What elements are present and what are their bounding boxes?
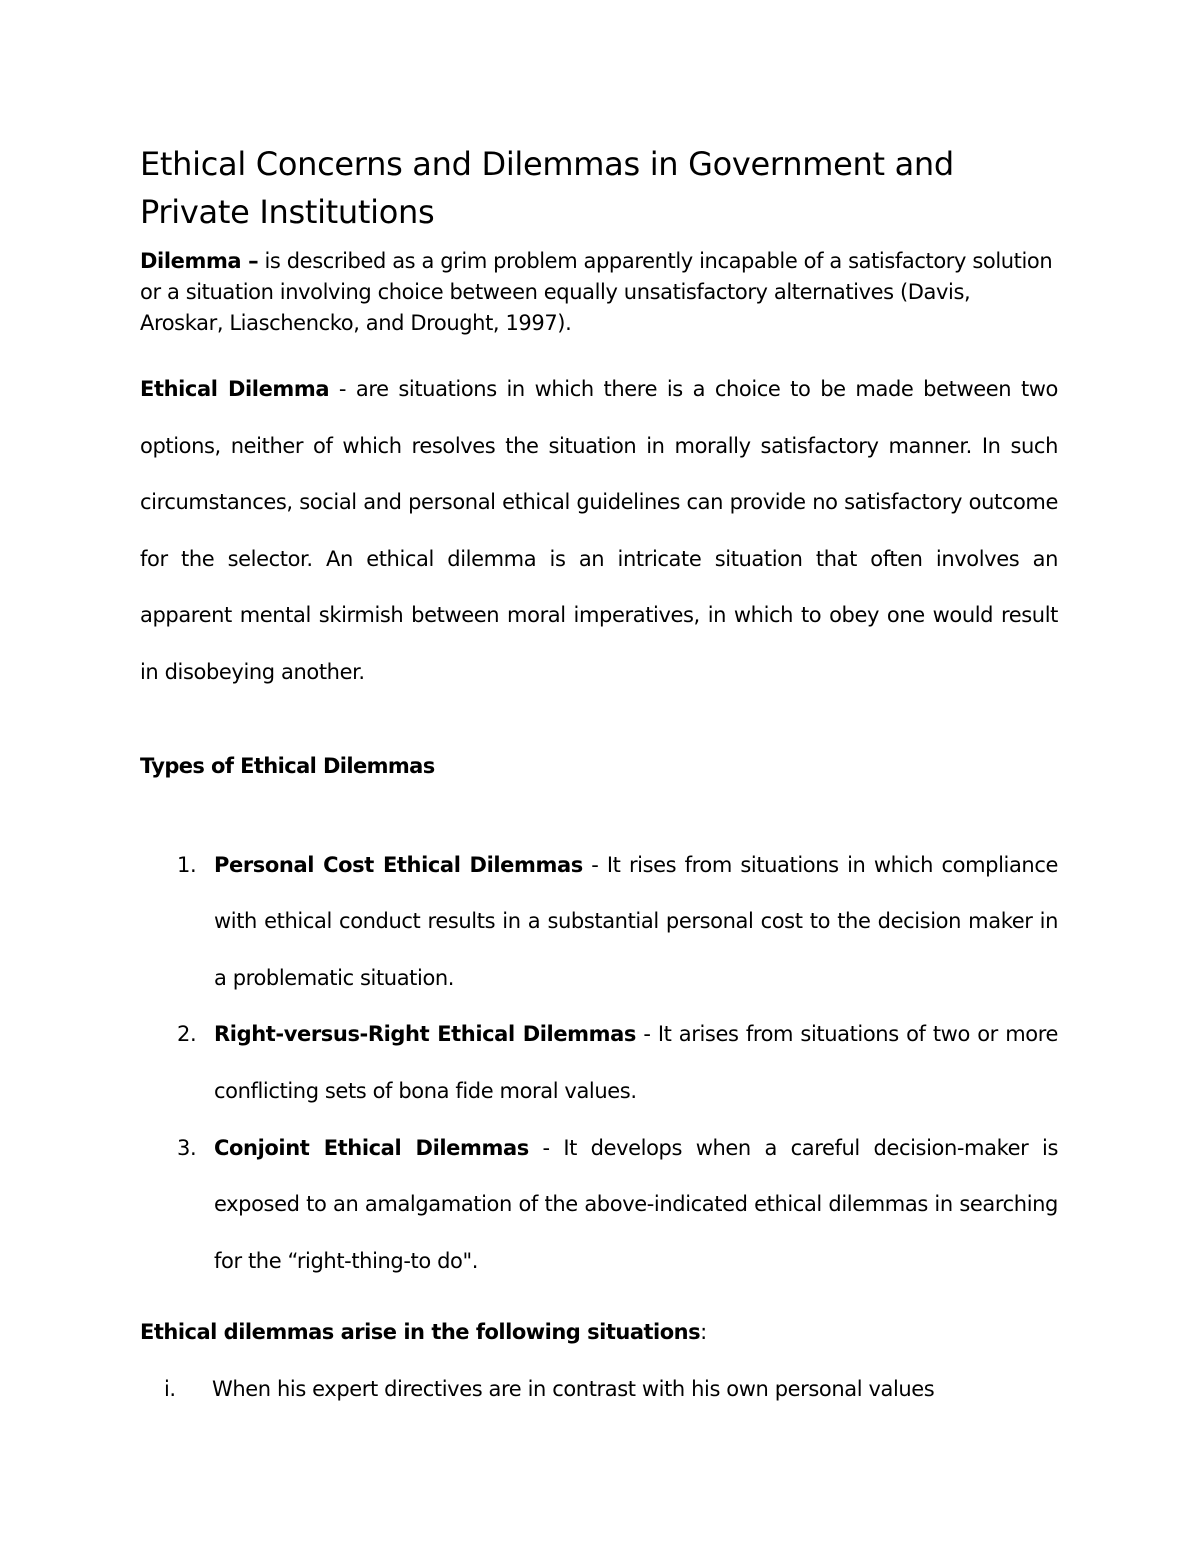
list-item-text: - It rises from situations in which compliance with ethical conduct results in a substantial personal cost to the decision maker in a problematic situation. [214, 852, 1058, 990]
situations-lead-term: Ethical dilemmas arise in the following situations [140, 1320, 701, 1345]
list-item-text: - It develops when a careful decision-maker is exposed to an amalgamation of the above-indicated ethical dilemmas in searching for the “right-thing-to do". [214, 1135, 1058, 1273]
ethical-dilemma-definition [140, 361, 1058, 701]
list-item-term: Personal Cost Ethical Dilemmas [214, 852, 583, 877]
situation-item-number: i. [164, 1377, 176, 1402]
dilemma-term: Dilemma – [140, 249, 259, 273]
types-list [140, 837, 1058, 1290]
situations-lead [140, 1317, 1058, 1347]
list-item-number: 3. [177, 1135, 197, 1160]
ethical-dilemma-term: Ethical Dilemma [140, 377, 330, 401]
list-item [140, 837, 1058, 1007]
situation-item [140, 1374, 1058, 1404]
situations-lead-suffix: : [700, 1320, 707, 1345]
page-title: Ethical Concerns and Dilemmas in Government and Private Institutions [140, 145, 954, 231]
dilemma-text: is described as a grim problem apparently incapable of a satisfactory solution or a situation involving choice between equally unsatisfactory alternatives (Davis, Aroskar, Liaschencko, and Drought, 1997). [140, 249, 1053, 335]
document-page [140, 140, 1058, 1404]
list-item-term: Right-versus-Right Ethical Dilemmas [214, 1022, 637, 1047]
situation-item-text: When his expert directives are in contrast with his own personal values [212, 1377, 935, 1402]
list-item-number: 2. [177, 1022, 197, 1047]
ethical-dilemma-text: - are situations in which there is a choice to be made between two options, neither of which resolves the situation in morally satisfactory manner. In such circumstances, social and personal ethical guidelines can provide no satisfactory outcome for the selector. An ethical dilemma is an intricate situation that often involves an apparent mental skirmish between moral imperatives, in which to obey one would result in disobeying another. [140, 377, 1058, 684]
types-heading: Types of Ethical Dilemmas [140, 753, 435, 778]
list-item-term: Conjoint Ethical Dilemmas [214, 1135, 529, 1160]
list-item [140, 1120, 1058, 1290]
list-item-number: 1. [177, 852, 197, 877]
dilemma-definition [140, 246, 1058, 339]
list-item [140, 1006, 1058, 1119]
list-item-text: - It arises from situations of two or more conflicting sets of bona fide moral values. [214, 1022, 1058, 1103]
